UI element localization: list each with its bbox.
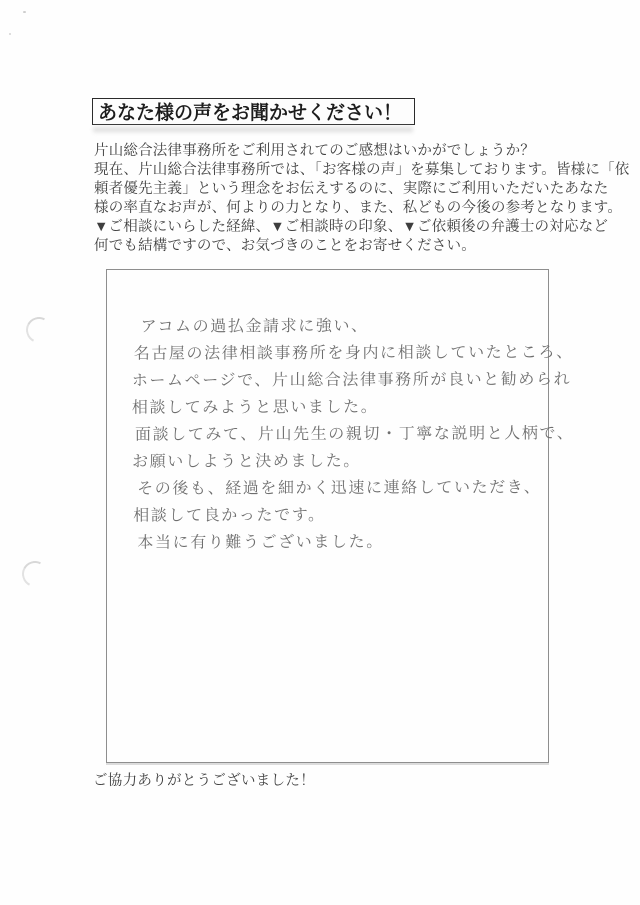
handwriting-line: 名古屋の法律相談事務所を身内に相談していたところ、 bbox=[133, 344, 574, 363]
intro-line: 頼者優先主義」という理念をお伝えするのに、実際にご利用いただいたあなた bbox=[94, 181, 609, 197]
intro-paragraph bbox=[94, 142, 630, 256]
scanner-speck bbox=[9, 33, 11, 35]
photocopy-smear bbox=[93, 127, 413, 132]
hole-punch-mark bbox=[19, 558, 52, 591]
page-title: あなた様の声をお聞かせください！ bbox=[98, 102, 403, 125]
handwritten-comment-box bbox=[106, 269, 575, 763]
handwritten-testimonial bbox=[107, 312, 575, 557]
footer-thanks-text: ご協力ありがとうございました！ bbox=[93, 773, 315, 789]
handwriting-line: 本当に有り難うございました。 bbox=[137, 533, 384, 552]
handwriting-line: お願いしようと決めました。 bbox=[132, 452, 361, 471]
handwriting-line: その後も、経過を細かく迅速に連絡していただき、 bbox=[137, 479, 542, 498]
intro-line: 何でも結構ですので、お気づきのことをお寄せください。 bbox=[94, 238, 476, 254]
hole-punch-mark bbox=[23, 314, 56, 347]
header-title-box bbox=[92, 98, 415, 125]
handwriting-line: 相談して良かったです。 bbox=[133, 507, 326, 525]
handwriting-line: 面談してみて、片山先生の親切・丁寧な説明と人柄で、 bbox=[134, 425, 575, 444]
handwriting-line: アコムの過払金請求に強い、 bbox=[140, 317, 369, 336]
intro-line: 様の率直なお声が、何よりの力となり、また、私どもの今後の参考となります。 bbox=[94, 200, 623, 216]
handwriting-line: 相談してみようと思いました。 bbox=[131, 398, 379, 417]
intro-line: ▼ご相談にいらした経緯、▼ご相談時の印象、▼ご依頼後の弁護士の対応など bbox=[94, 219, 609, 235]
intro-line: 現在、片山総合法律事務所では、「お客様の声」を募集しております。皆様に「依 bbox=[94, 162, 630, 178]
scanner-speck bbox=[23, 11, 26, 13]
handwriting-line: ホームページで、片山総合法律事務所が良いと勧められ bbox=[131, 371, 572, 390]
intro-line: 片山総合法律事務所をご利用されてのご感想はいかがでしょうか？ bbox=[94, 143, 535, 159]
